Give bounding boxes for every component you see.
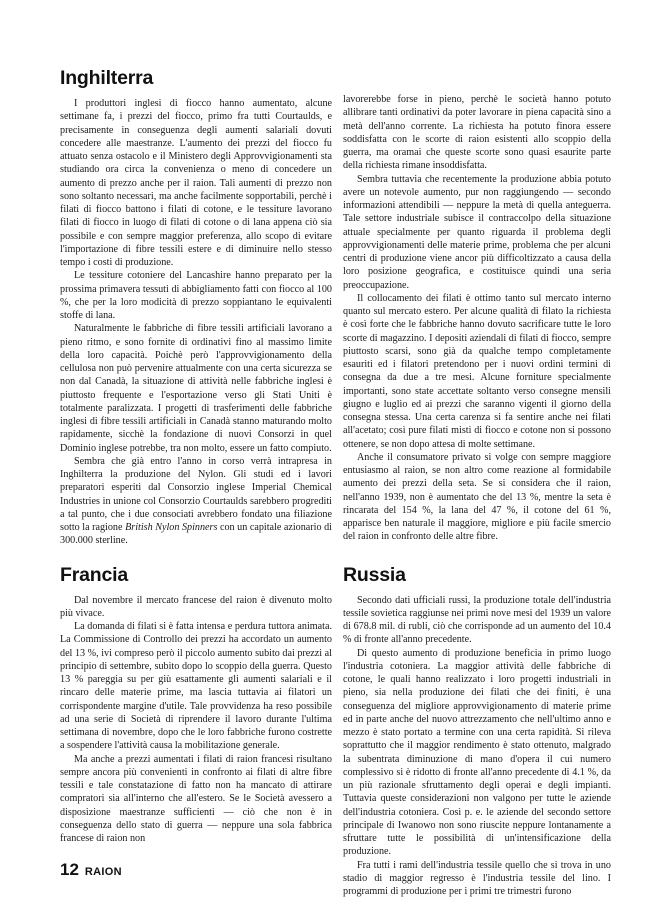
- text-run: Sembra che già entro l'anno in corso verrà intrapresa in Inghilterra la produzione del Nylon. Gli studi ed i lavori preparatori esperiti dal Consorzio inglese Imperial Chemical Industries in unione col Consorzio Courtaulds sarebbero progrediti a tal punto, che i due consociati avrebbero fondato una filiazione sotto la ragione: [60, 455, 332, 533]
- paragraph: Il collocamento dei filati è ottimo tanto sul mercato interno quanto sul mercato estero. Per alcune qualità di filato la richiesta è così forte che le fabbriche hanno dovuto sacrificare tutte le loro scorte di magazzino. I depositi aziendali di filati di fiocco, sempre piuttosto scarsi, sono già da qualche tempo completamente esauriti ed i filatori pretendono per i nuovi ordini termini di consegna da due a tre mesi. Alcune forniture specialmente importanti, sono state accettate soltanto verso consegne mensili giugno e luglio ed ai prezzi che saranno vigenti il giorno della consegna stessa. Una certa carenza si fa sentire anche nei filati all'acetato; così pure filati misti di fiocco e cotone non si possono ottenere, se non dopo attesa di molte settimane.: [343, 292, 611, 450]
- company-name-italic: British Nylon Spinners: [125, 522, 218, 533]
- paragraph: I produttori inglesi di fiocco hanno aumentato, alcune settimane fa, i prezzi del fiocco, primo fra tutti Courtaulds, e precisamente in conseguenza degli aumenti salariali dovuti concedere alle maestranze. L'aumento dei prezzi del fiocco fu attuato senza ostacolo e il Ministero degli Approvvigionamenti sta studiando ora circa la convenienza o meno di concedere un aumento di prezzo anche per il raion. Tali aumenti di prezzo non sono soltanto necessari, ma anche facilmente sopportabili, perchè i filati di fiocco battono i filati di cotone, e le tessiture lavorano filati di fiocco in luogo di filati di cotone o di lana appena ciò sia possibile e con sempre maggior preferenza, allo scopo di evitare l'importazione di fibre tessili estere e di diminuire nello stesso tempo i costi di produzione.: [60, 98, 332, 268]
- paragraph: Fra tutti i rami dell'industria tessile quello che si trova in uno stadio di maggior regresso è l'industria tessile del lino. I programmi di produzione per i primi tre trimestri furono: [343, 859, 611, 897]
- section-heading-inghilterra: Inghilterra: [60, 67, 154, 89]
- paragraph: Le tessiture cotoniere del Lancashire hanno preparato per la prossima primavera tessuti di abbigliamento fatti con fiocco al 100 %, che per la loro modicità di prezzo soppiantano le equivalenti stoffe di lana.: [60, 270, 332, 321]
- section-heading-russia: Russia: [343, 563, 406, 586]
- page-number: 12: [60, 860, 79, 879]
- section-heading-francia: Francia: [60, 563, 128, 586]
- section-gap: [343, 544, 611, 564]
- paragraph: Secondo dati ufficiali russi, la produzione totale dell'industria tessile sovietica raggiunse nei primi nove mesi del 1939 un valore di 678.8 mil. di rubli, ciò che corrisponde ad un aumento del 10.4 % di fronte all'anno precedente.: [343, 594, 611, 646]
- paragraph: Anche il consumatore privato si volge con sempre maggiore entusiasmo al raion, se non altro come reazione al formidabile aumento dei prezzi della seta. Se si considera che il raion, nell'anno 1939, non è aumentato che del 13 %, mentre la seta è rincarata del 154 %, la lana del 47 %, il cotone del 61 %, apparisce ben naturale il maggiore, migliore e più facile smercio del raion in confronto delle altre fibre.: [343, 451, 611, 543]
- paragraph: Dal novembre il mercato francese del raion è divenuto molto più vivace.: [60, 594, 332, 619]
- page-footer: [60, 860, 122, 880]
- paragraph-nylon: [60, 455, 332, 548]
- paragraph: Naturalmente le fabbriche di fibre tessili artificiali lavorano a pieno ritmo, e sono fornite di ordinativi fino al massimo limite della loro capacità. Poichè però l'approvvigionamento della cellulosa non può pervenire attualmente con una certa sicurezza se non dal Canadà, la situazione di attività nelle fabbriche inglesi è piuttosto frequente e l'esportazione verso gli Stati Uniti è totalmente paralizzata. I progetti di trasferimenti delle fabbriche inglesi di fibre tessili artificiali in Canadà stanno maturando molto rapidamente, sicchè la fondazione di nuovi Consorzi in quel Dominio inglese potrebbe, tra non molto, essere un fatto compiuto.: [60, 323, 332, 454]
- paragraph-continuation: lavorerebbe forse in pieno, perchè le società hanno potuto allibrare tanti ordinativi da poter lavorare in piena capacità sino a metà dell'anno corrente. La richiesta ha potuto finora essere soddisfatta con le scorte di raion esistenti allo scoppio della guerra, ma oramai che queste scorte sono quasi esaurite parte della richiesta rimane insoddisfatta.: [343, 94, 611, 172]
- section-gap: [60, 548, 332, 564]
- left-column: [60, 67, 332, 845]
- magazine-name: RAION: [84, 866, 122, 878]
- text-run: con un capitale azionario di 300.000 sterline.: [60, 522, 332, 547]
- paragraph: La domanda di filati si è fatta intensa e perdura tuttora animata. La Commissione di Controllo dei prezzi ha accordato un aumento del 13 %, ivi compreso però il piccolo aumento subito dai prezzi al principio di settembre, subito dopo lo scoppio della guerra. Questo 13 % pareggia su per giù esattamente gli aumenti salariali e il rincaro delle materie prime, ma lascia tuttavia ai filatori un corrispondente margine d'utile. Tale provvidenza ha reso possibile ad una serie di Società di riprendere il lavoro durante l'ultima settimana di novembre, dopo che le loro fabbriche furono costrette a sospendere l'attività causa la mobilitazione generale.: [60, 621, 332, 752]
- paragraph: Ma anche a prezzi aumentati i filati di raion francesi risultano sempre ancora più convenienti in confronto ai filati di altre fibre tessili e tale constatazione di fatto non ha mancato di attirare compratori sia all'interno che all'estero. Se le Società avessero a disposizione maestranze sufficienti — ciò che non è in conseguenza dello stato di guerra — neppure una sola fabbrica francese di raion non: [60, 753, 332, 844]
- right-column: [343, 93, 611, 898]
- paragraph: Sembra tuttavia che recentemente la produzione abbia potuto avere un notevole aumento, pur non raggiungendo — secondo informazioni attendibili — neppure la metà di quella anteguerra. Tale settore industriale subisce il contraccolpo della situazione attuale specialmente per quanto riguarda il problema degli approvvigionamenti delle materie prime, problema che per alcuni centri di produzione viene ancor più difficoltizzato a causa della loro posizione geografica, e costituisce quindi una seria preoccupazione.: [343, 173, 611, 291]
- paragraph: Di questo aumento di produzione beneficia in primo luogo l'industria cotoniera. La maggior attività delle fabbriche di cotone, le quali hanno realizzato i loro progetti industriali in pieno, sia nella produzione dei filati che dei finiti, è una conseguenza del migliore approvvigionamento di materie prime ed in parte anche del nuovo attrezzamento che nell'ultimo anno e mezzo è stato portato a termine con una certa rapidità. Si rileva soprattutto che il maggior rendimento è stato ottenuto, malgrado la subentrata diminuzione di mano d'opera il cui numero complessivo si è ridotto di fronte all'anno precedente di 4.1 %, da un più razionale sfruttamento degli operai e degli impianti. Tuttavia queste considerazioni non valgono per tutte le aziende dell'industria cotoniera. Così p. e. le aziende del secondo settore principale di Iwanowo non sono riuscite neppure lontanamente a sfruttare tutte le possibilità di un'intensificazione della produzione.: [343, 647, 611, 858]
